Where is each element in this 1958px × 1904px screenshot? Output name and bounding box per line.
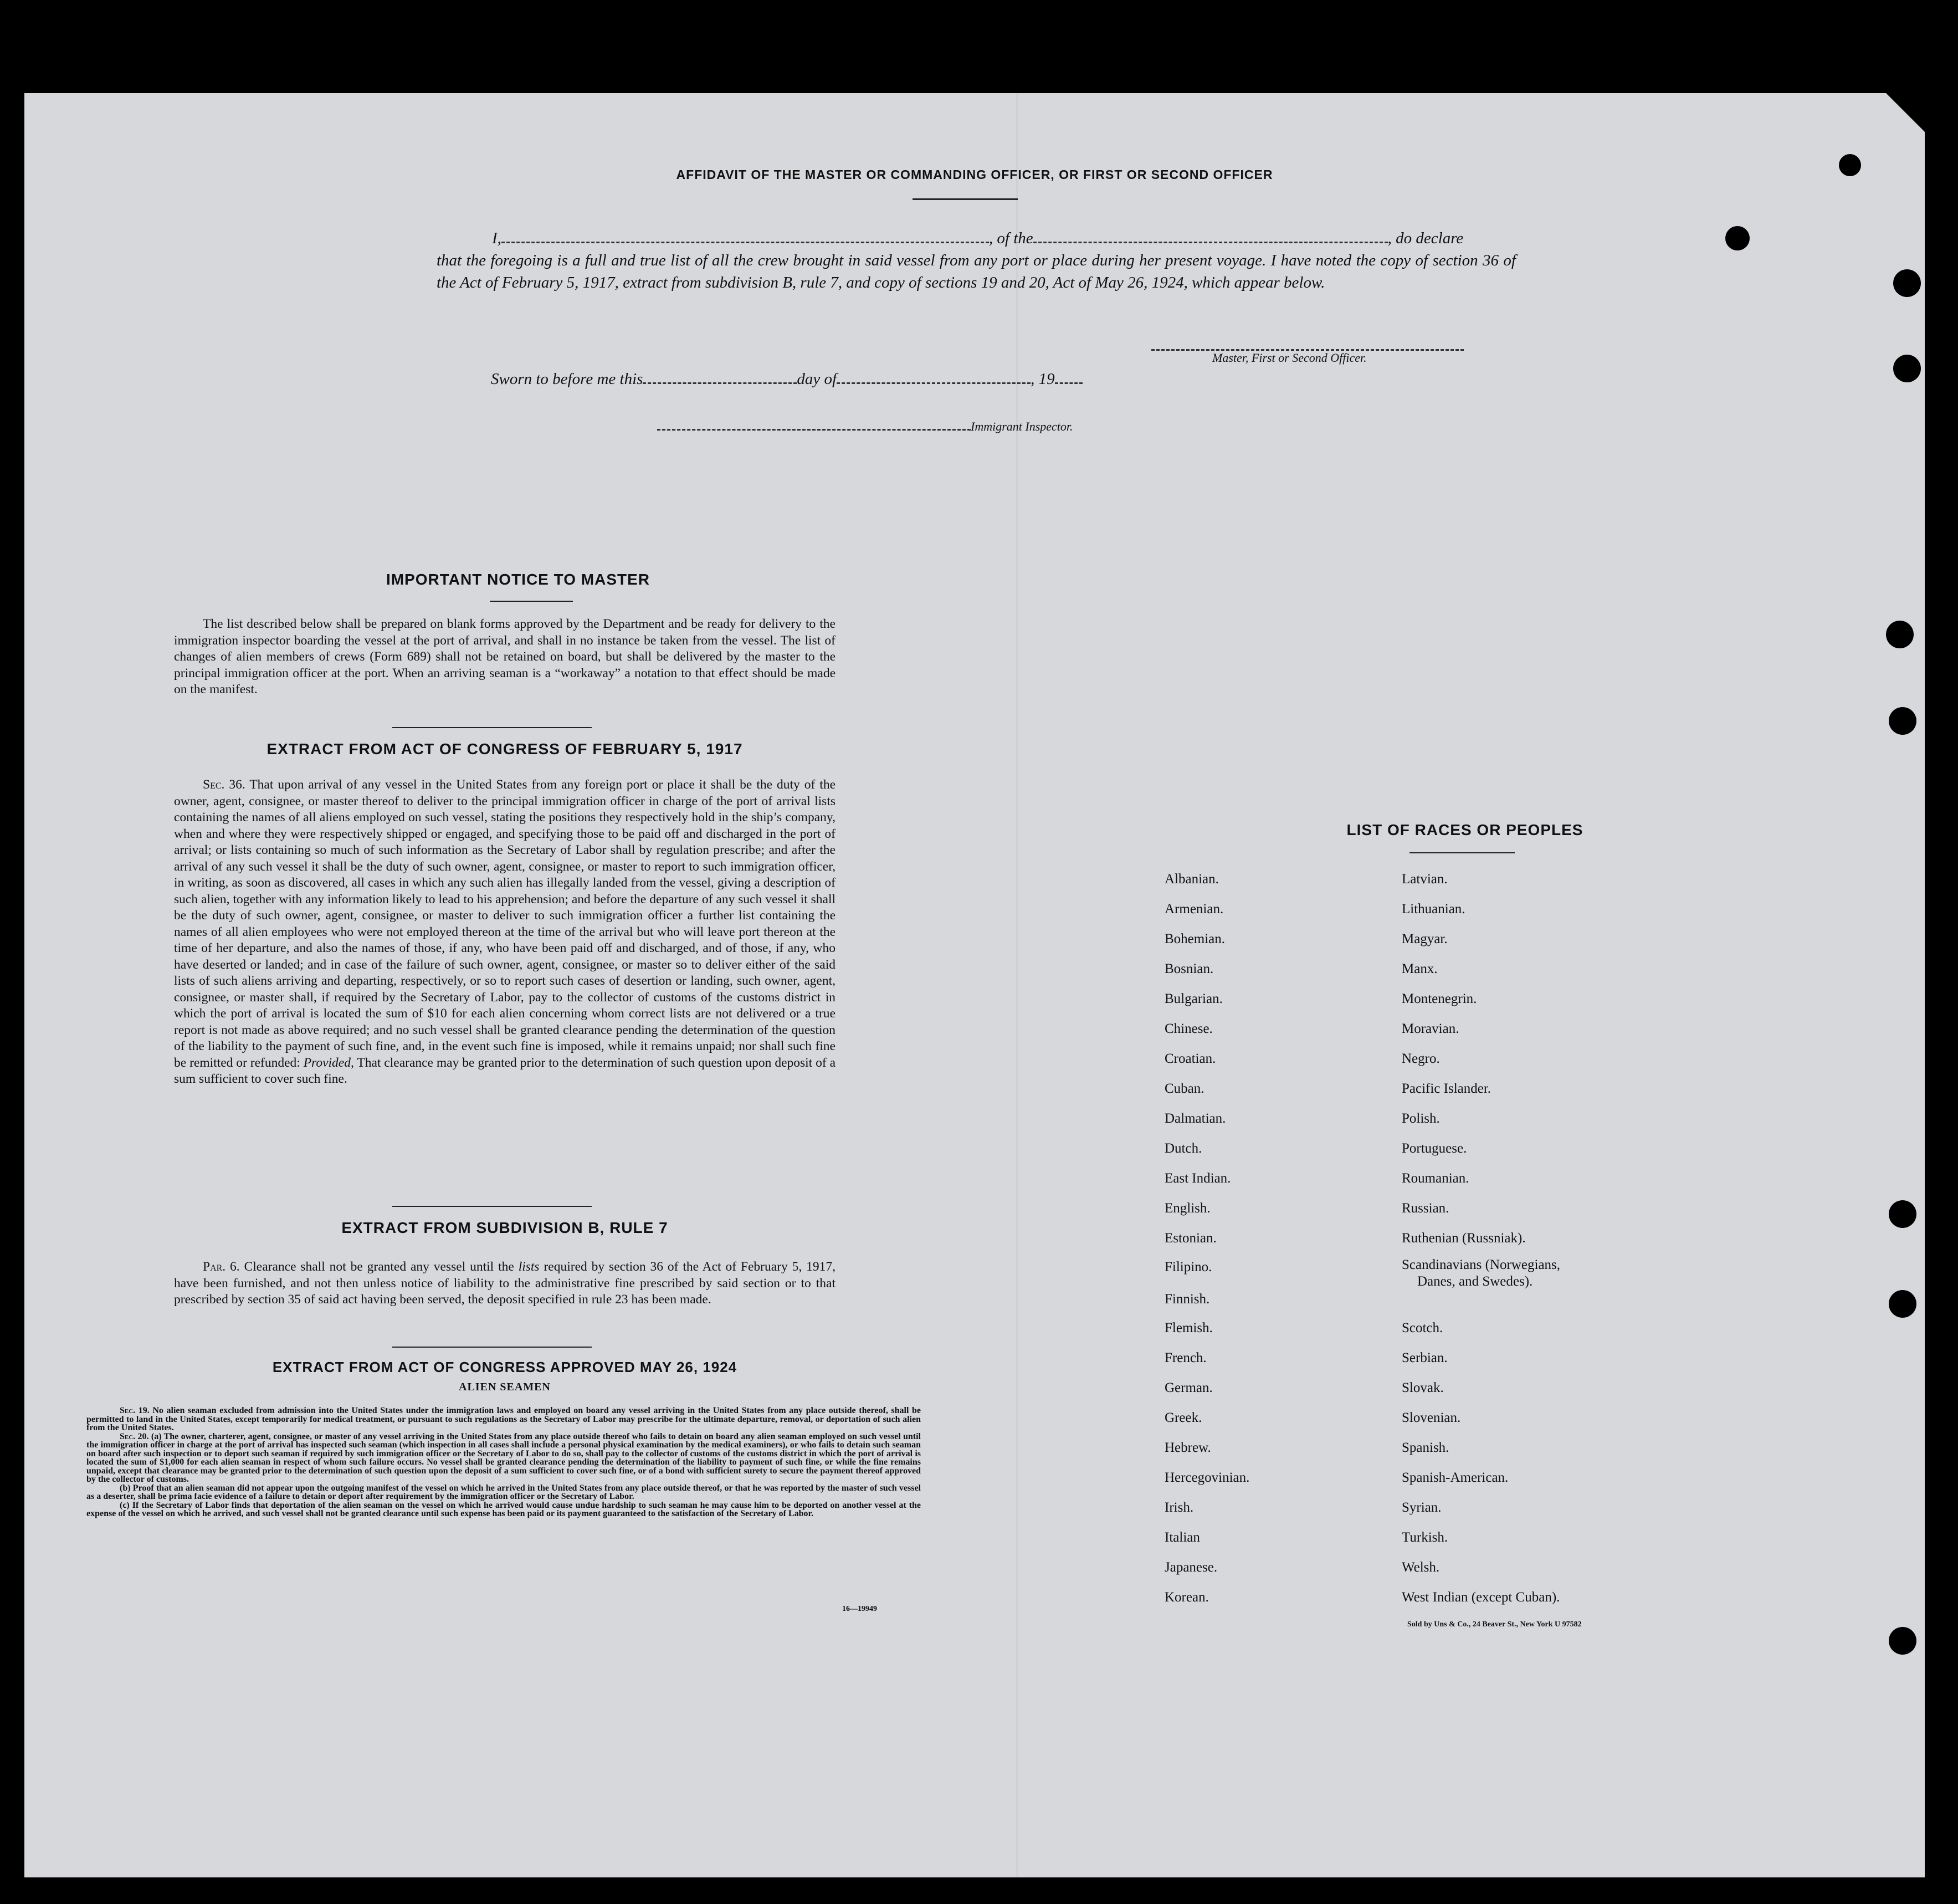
race-item: Magyar. <box>1402 931 1448 946</box>
punch-hole <box>1893 269 1921 297</box>
vessel-blank[interactable] <box>1033 229 1388 243</box>
races-rule <box>1409 852 1515 853</box>
race-item: Bulgarian. <box>1165 991 1223 1006</box>
race-item: Italian <box>1165 1530 1200 1545</box>
punch-hole <box>1889 1200 1916 1228</box>
race-item: Polish. <box>1402 1111 1440 1126</box>
sec-36-label: Sec. 36. <box>203 777 245 792</box>
alien-seamen-subtitle: ALIEN SEAMEN <box>459 1381 551 1393</box>
month-blank[interactable] <box>837 370 1031 384</box>
title-rule <box>913 198 1018 200</box>
notice-text <box>174 616 836 698</box>
lists-word: lists <box>518 1260 540 1274</box>
race-item: Spanish. <box>1402 1440 1449 1455</box>
race-item: Portuguese. <box>1402 1141 1467 1156</box>
race-item: Slovenian. <box>1402 1410 1461 1425</box>
inspector-line <box>657 416 1073 438</box>
races-right-list <box>1402 864 1560 1613</box>
race-item: Turkish. <box>1402 1530 1448 1545</box>
form-number: 16—19949 <box>842 1605 877 1613</box>
sworn-line <box>491 368 1083 390</box>
race-item: Serbian. <box>1402 1350 1448 1365</box>
race-item: Negro. <box>1402 1051 1440 1066</box>
sec-20a-text: (a) The owner, charterer, agent, consignee, or master of any vessel arriving in the United States from any place outside thereof who fails to detain on board any alien seaman employed on such vessel until the immigration officer in charge at the port of arrival has inspected such seaman (which inspection in all cases shall include a personal physical examination by the medical examiners), or who fails to detain such seaman on board after such inspection or to deport such seaman if required by such immigration officer or the Secretary of Labor to do so, shall pay to the collector of customs of the customs district in which the port of arrival is located the sum of $1,000 for each alien seaman in respect of whom such failure occurs. No vessel shall be granted clearance pending the determination of the liability to payment of such fine, or while the fine remains unpaid, except that clearance may be granted prior to the determination of such question upon the deposit of a sum sufficient to cover such fine, or of a bond with sufficient surety to secure the payment thereof approved by the collector of customs. <box>86 1431 921 1484</box>
race-item: Lithuanian. <box>1402 902 1465 917</box>
race-item: Albanian. <box>1165 872 1219 887</box>
race-item: Irish. <box>1165 1500 1194 1515</box>
race-item: English. <box>1165 1201 1211 1216</box>
punch-hole <box>1889 1627 1916 1655</box>
of-the-label: , of the <box>988 229 1033 247</box>
race-item-scandinavians <box>1402 1253 1560 1313</box>
inspector-label: Immigrant Inspector. <box>971 419 1073 433</box>
declaration-text: that the foregoing is a full and true list of all the crew brought in said vessel from any port or place during her present voyage. I have noted the copy of section 36 of the Act of February 5, 1917, extract from subdivision B, rule 7, and copy of sections 19 and 20, Act of May 26, 1924, which appear below. <box>437 252 1516 291</box>
race-item: Bohemian. <box>1165 931 1226 946</box>
name-blank[interactable] <box>501 229 989 243</box>
sec-19-label: Sec. 19. <box>120 1406 150 1415</box>
race-item: Slovak. <box>1402 1380 1444 1395</box>
race-item: Syrian. <box>1402 1500 1442 1515</box>
race-item: Finnish. <box>1165 1292 1210 1307</box>
race-item: Roumanian. <box>1402 1171 1469 1186</box>
race-item: Spanish-American. <box>1402 1470 1509 1485</box>
sworn-label: Sworn to before me this <box>491 370 643 388</box>
race-item: Bosnian. <box>1165 961 1214 976</box>
par-6-text-a: Clearance shall not be granted any vessel until the <box>244 1260 514 1274</box>
punch-hole <box>1889 1290 1916 1318</box>
day-of-label: day of <box>797 370 837 388</box>
race-item: Armenian. <box>1165 902 1224 917</box>
provided-label: Provided, <box>303 1055 354 1070</box>
i-label: I, <box>492 229 501 247</box>
race-item: Russian. <box>1402 1201 1449 1216</box>
race-item: Hercegovinian. <box>1165 1470 1250 1485</box>
par-6-label: Par. 6. <box>203 1260 240 1274</box>
race-item: Filipino. <box>1165 1260 1212 1275</box>
race-item: Greek. <box>1165 1410 1202 1425</box>
sec-19-text: No alien seaman excluded from admission into the United States under the immigration laws and employed on board any vessel arriving in the United States from any place outside thereof, shall be permitted to land in the United States, except temporarily for medical treatment, or pursuant to such regulations as the Secretary of Labor may prescribe for the ultimate departure, removal, or deportation of such alien from the United States. <box>86 1406 921 1432</box>
race-item: Dutch. <box>1165 1141 1202 1156</box>
notice-rule <box>490 601 573 602</box>
race-item: East Indian. <box>1165 1171 1231 1186</box>
race-item: French. <box>1165 1350 1207 1365</box>
sec-20-label: Sec. 20. <box>120 1431 149 1441</box>
race-item: Danes, and Swedes). <box>1417 1274 1533 1289</box>
section-rule <box>392 727 592 728</box>
race-item: Welsh. <box>1402 1560 1440 1575</box>
sec-20c-text: (c) If the Secretary of Labor finds that deportation of the alien seaman on the vessel on which he arrived would cause undue hardship to such seaman he may cause him to be deported on another vessel at the expense of the vessel on which he arrived, and such vessel shall not be granted clearance until such expense has been paid or its payment guaranteed to the satisfaction of the Secretary of Labor. <box>86 1500 921 1518</box>
race-item: Croatian. <box>1165 1051 1216 1066</box>
race-item: Korean. <box>1165 1590 1209 1605</box>
par-6-text-b: required by section 36 of the Act of February 5, 1917, have been furnished, and not then unless notice of liability to the administrative fine prescribed by said section or to that prescribed by section 35 of said act having been served, the deposit specified in rule 23 has been made. <box>174 1260 836 1307</box>
inspector-blank[interactable] <box>657 417 971 431</box>
extract-1917-text <box>174 777 836 1088</box>
race-item: German. <box>1165 1380 1213 1395</box>
printer-imprint: Sold by Uns & Co., 24 Beaver St., New York U 97582 <box>1407 1620 1582 1629</box>
race-item: Pacific Islander. <box>1402 1081 1491 1096</box>
sec-36-text-end: That clearance may be granted prior to the determination of such question upon deposit of a sum sufficient to cover such fine. <box>174 1055 836 1086</box>
notice-paragraph: The list described below shall be prepared on blank forms approved by the Department and be ready for delivery to the immigration inspector boarding the vessel at the port of arrival, and shall in no instance be taken from the vessel. The list of changes of alien members of crews (Form 689) shall not be retained on board, but shall be delivered by the master to the principal immigration officer at the port. When an arriving seaman is a “workaway” a notation to that effect should be made on the manifest. <box>174 617 836 697</box>
year-label: , 19 <box>1031 370 1055 388</box>
extract-1924-text <box>86 1406 921 1518</box>
torn-corner <box>1886 93 1925 132</box>
race-item: Chinese. <box>1165 1021 1213 1036</box>
punch-hole <box>1886 621 1914 648</box>
race-item: Japanese. <box>1165 1560 1218 1575</box>
section-rule <box>392 1206 592 1207</box>
declaration-line <box>492 227 1463 249</box>
races-title: LIST OF RACES OR PEOPLES <box>1346 821 1583 838</box>
affidavit-title: AFFIDAVIT OF THE MASTER OR COMMANDING OFFICER, OR FIRST OR SECOND OFFICER <box>676 167 1273 182</box>
notice-title: IMPORTANT NOTICE TO MASTER <box>386 571 650 588</box>
race-item: Cuban. <box>1165 1081 1204 1096</box>
race-item: West Indian (except Cuban). <box>1402 1590 1560 1605</box>
race-item: Manx. <box>1402 961 1438 976</box>
do-declare-label: , do declare <box>1387 229 1464 247</box>
punch-hole <box>1725 226 1750 250</box>
rule7-title: EXTRACT FROM SUBDIVISION B, RULE 7 <box>341 1219 668 1236</box>
sec-36-text: That upon arrival of any vessel in the United States from any foreign port or place it shall be the duty of the owner, agent, consignee, or master thereof to deliver to the principal immigration officer in charge of the port of arrival lists containing the names of all aliens employed on such vessel, stating the positions they respectively hold in the ship’s company, when and where they were respectively shipped or engaged, and specifying those to be paid off and discharged in the port of arrival; or lists containing so much of such information as the Secretary of Labor shall by regulation prescribe; and after the arrival of any such vessel it shall be the duty of such owner, agent, consignee, or master to report to such immigration officer, in writing, as soon as discovered, all cases in which any such alien has illegally landed from the vessel, giving a description of such alien, together with any information likely to lead to his apprehension; and before the departure of any such vessel it shall be the duty of such owner, agent, consignee, or master to deliver to such immigration officer a further list containing the names of all alien employees who were not employed thereon at the time of the arrival but who will leave port thereon at the time of her departure, and also the names of those, if any, who have been paid off and discharged, and of those, if any, who have deserted or landed; and in case of the failure of such owner, agent, consignee, or master so to deliver either of the said lists of such aliens arriving and departing, respectively, or so to report such cases of desertion or landing, such owner, agent, consignee, or master shall, if required by the Secretary of Labor, pay to the collector of customs of the customs district in which the port of arrival is located the sum of $10 for each alien concerning whom correct lists are not delivered or a true report is not made as above required; and no such vessel shall be granted clearance pending the determination of the question of the liability to the payment of such fine, and, in the event such fine is imposed, while it remains unpaid; nor shall such fine be remitted or refunded: <box>174 777 836 1070</box>
extract-1924-title: EXTRACT FROM ACT OF CONGRESS APPROVED MAY 26, 1924 <box>272 1359 737 1375</box>
race-item: Hebrew. <box>1165 1440 1211 1455</box>
center-fold <box>1016 93 1018 1877</box>
race-item: Estonian. <box>1165 1231 1217 1246</box>
form-page <box>24 93 1925 1877</box>
sec-20b-text: (b) Proof that an alien seaman did not appear upon the outgoing manifest of the vessel on which he arrived in the United States from any place outside thereof, or that he was reported by the master of such vessel as a deserter, shall be prima facie evidence of a failure to detain or deport after requirement by the immigration officer or the Secretary of Labor. <box>86 1483 921 1501</box>
day-blank[interactable] <box>643 370 797 384</box>
race-item: Flemish. <box>1165 1320 1213 1335</box>
punch-hole <box>1893 355 1921 382</box>
rule7-text <box>174 1259 836 1308</box>
year-blank[interactable] <box>1055 370 1083 384</box>
master-signature-label: Master, First or Second Officer. <box>1212 351 1367 365</box>
master-signature-blank[interactable] <box>1151 337 1464 351</box>
race-item: Scotch. <box>1402 1320 1443 1335</box>
races-left-list <box>1165 864 1249 1613</box>
race-item: Ruthenian (Russniak). <box>1402 1231 1526 1246</box>
punch-hole <box>1889 707 1916 735</box>
section-rule <box>392 1347 592 1348</box>
race-item: Scandinavians (Norwegians, <box>1402 1257 1561 1272</box>
race-item: Latvian. <box>1402 872 1448 887</box>
race-item: Moravian. <box>1402 1021 1459 1036</box>
race-item: Montenegrin. <box>1402 991 1477 1006</box>
race-item: Dalmatian. <box>1165 1111 1226 1126</box>
extract-1917-title: EXTRACT FROM ACT OF CONGRESS OF FEBRUARY 5, 1917 <box>266 740 743 757</box>
